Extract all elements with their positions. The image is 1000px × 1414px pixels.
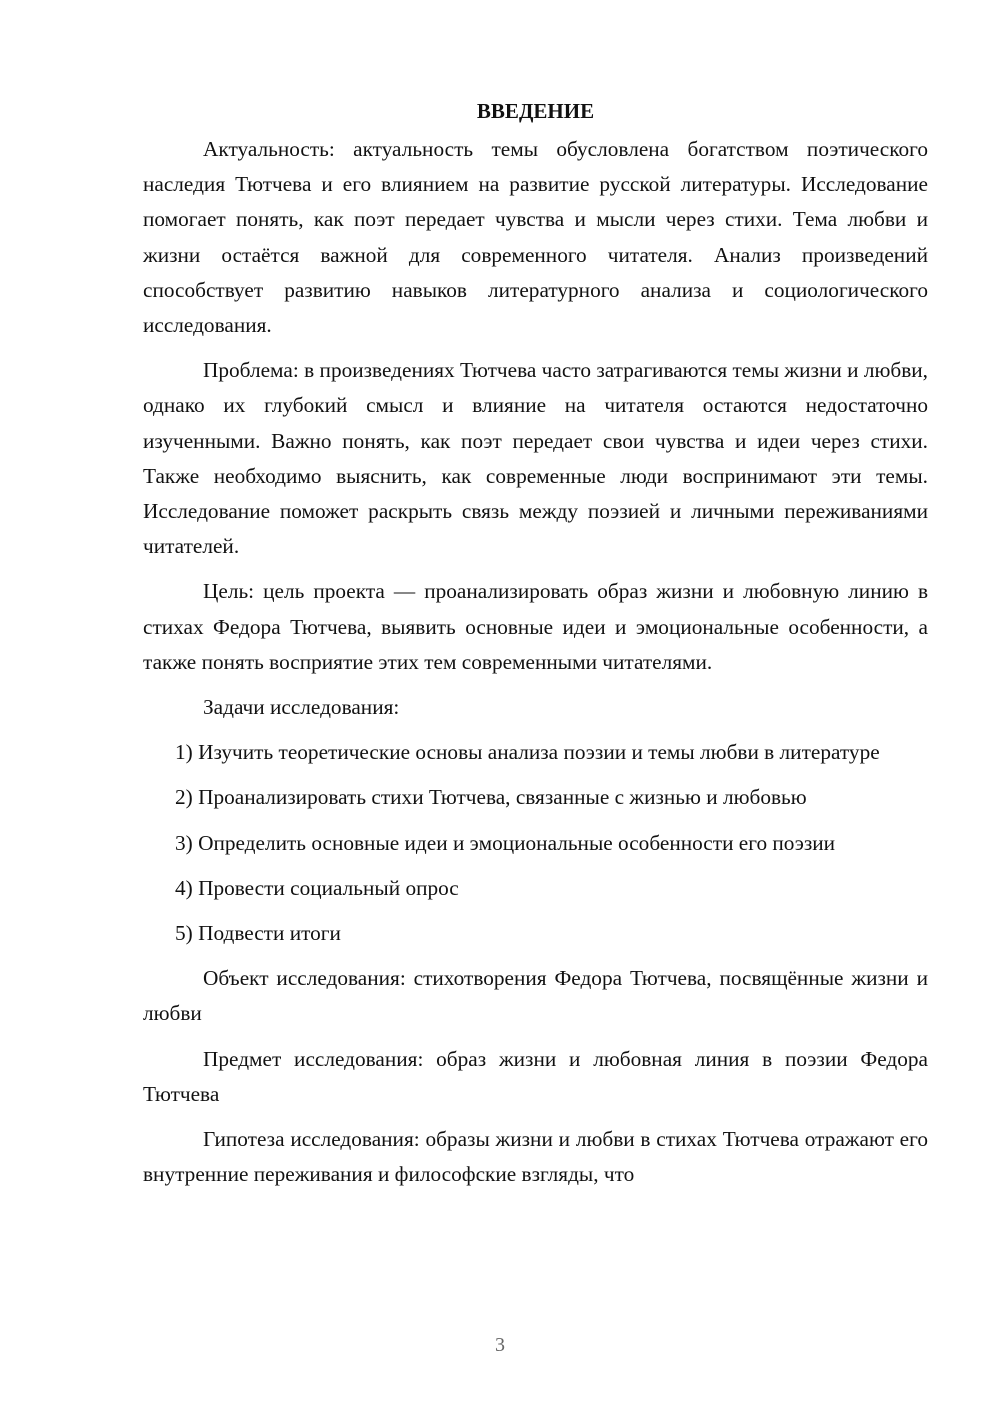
task-item-5: 5) Подвести итоги [175,921,341,946]
relevance-paragraph: Актуальность: актуальность темы обусловлена богатством поэтического наследия Тютчева и его влиянием на развитие русской литературы. Исследование помогает понять, как поэт передает чувства и мысли через стихи. Тема любви и жизни остаётся важной для современного читателя. Анализ произведений способствует развитию навыков литературного анализа и социологического исследования. [143,137,928,338]
problem-paragraph: Проблема: в произведениях Тютчева часто затрагиваются темы жизни и любви, однако их глубокий смысл и влияние на читателя остаются недостаточно изученными. Важно понять, как поэт передает свои чувства и идеи через стихи. Также необходимо выяснить, как современные люди воспринимают эти темы. Исследование поможет раскрыть связь между поэзией и личными переживаниями читателей. [143,358,928,559]
task-item-3: 3) Определить основные идеи и эмоциональные особенности его поэзии [175,830,836,855]
goal-paragraph: Цель: цель проекта — проанализировать образ жизни и любовную линию в стихах Федора Тютчева, выявить основные идеи и эмоциональные особенности, а также понять восприятие этих тем современными читателями. [143,579,928,674]
tasks-heading: Задачи исследования: [203,695,400,720]
task-item-4: 4) Провести социальный опрос [175,875,459,900]
task-item-1: 1) Изучить теоретические основы анализа поэзии и темы любви в литературе [175,740,880,765]
document-page [143,96,928,1192]
task-item-2: 2) Проанализировать стихи Тютчева, связанные с жизнью и любовью [175,785,807,810]
object-paragraph: Объект исследования: стихотворения Федора Тютчева, посвящённые жизни и любви [143,966,928,1026]
subject-paragraph: Предмет исследования: образ жизни и любовная линия в поэзии Федора Тютчева [143,1046,928,1106]
page-number: 3 [495,1334,505,1356]
page-title: ВВЕДЕНИЕ [476,99,595,123]
hypothesis-paragraph: Гипотеза исследования: образы жизни и любви в стихах Тютчева отражают его внутренние переживания и философские взгляды, что [143,1127,928,1187]
